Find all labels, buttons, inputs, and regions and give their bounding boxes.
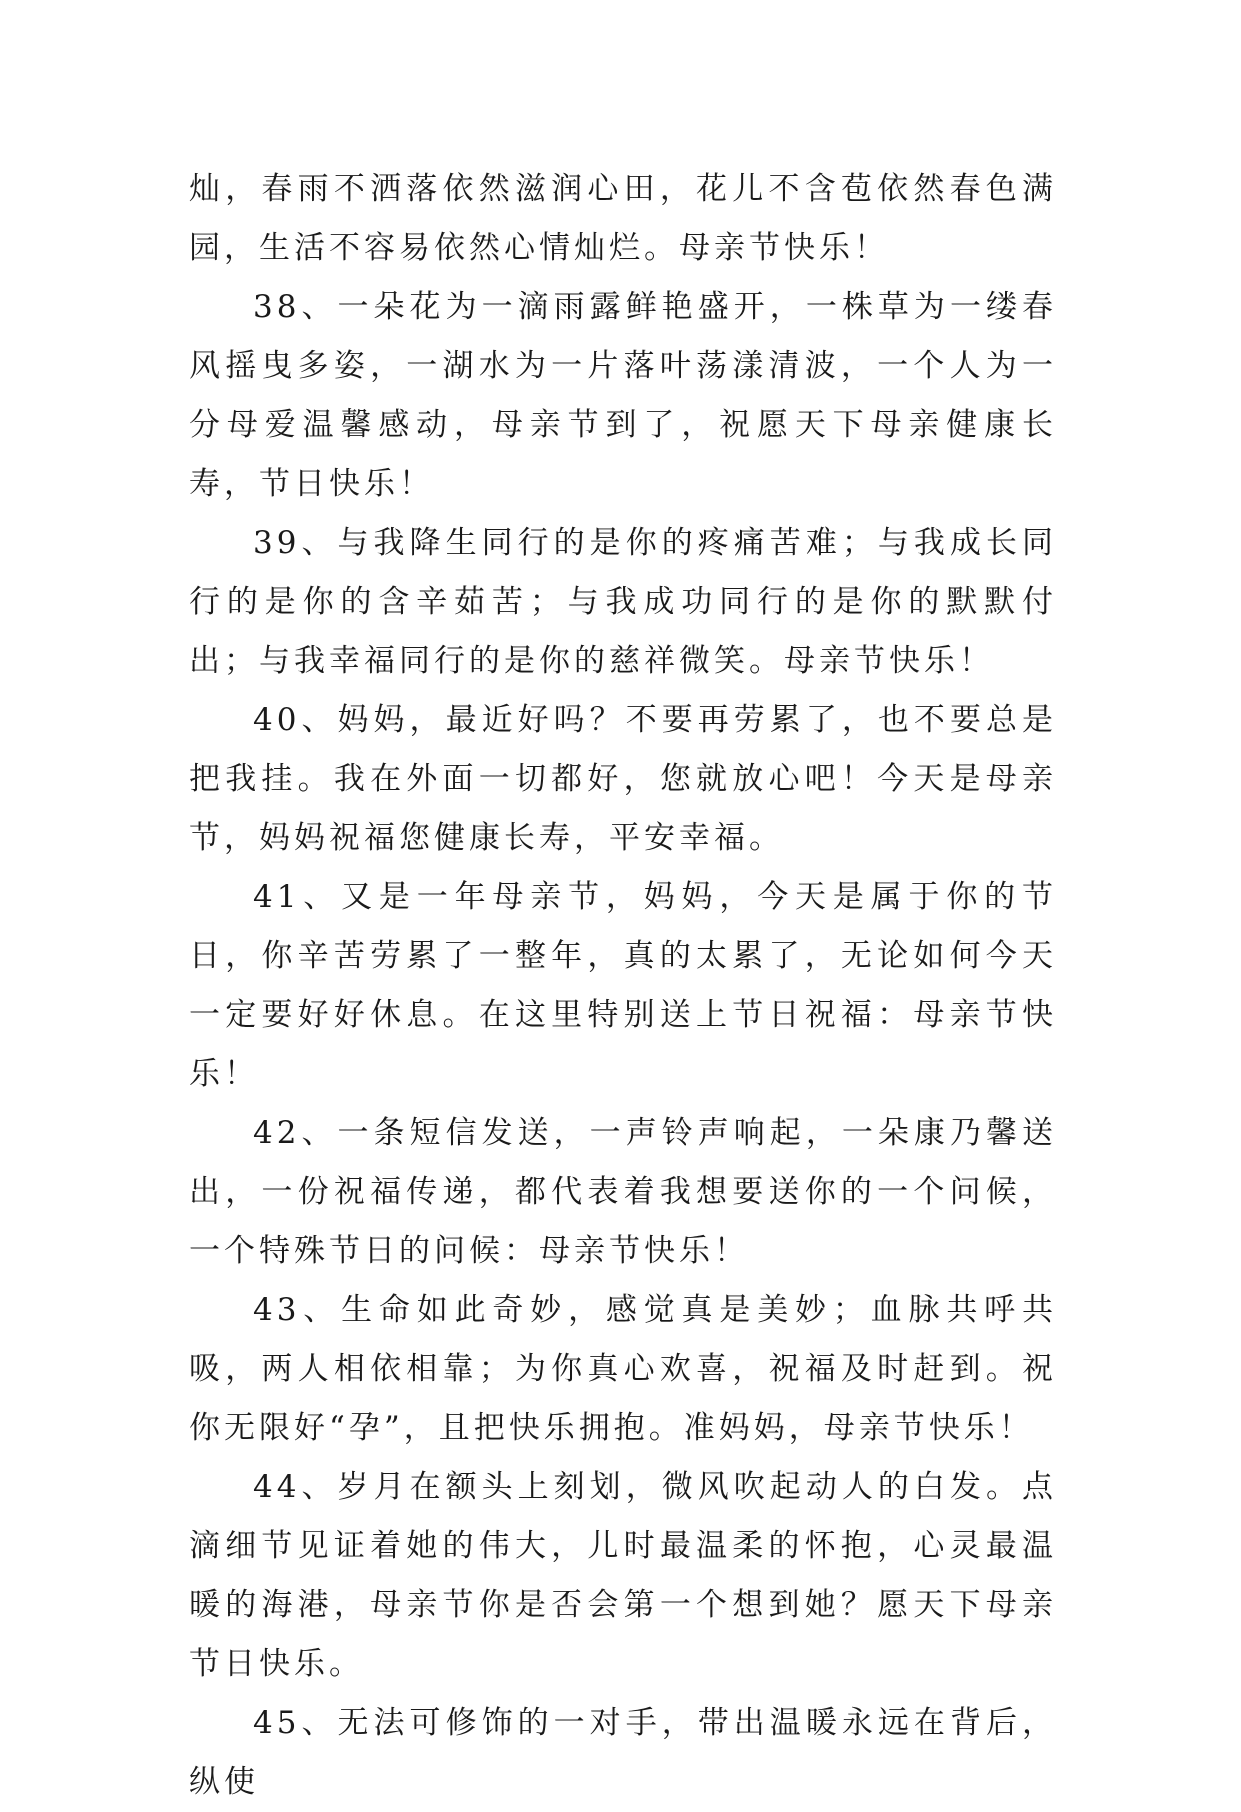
paragraph-44: 44、岁月在额头上刻划，微风吹起动人的白发。点滴细节见证着她的伟大，儿时最温柔的怀抱，心灵最温暖的海港，母亲节你是否会第一个想到她？愿天下母亲节日快乐。 [189,1469,1057,1682]
paragraph-39: 39、与我降生同行的是你的疼痛苦难；与我成长同行的是你的含辛茹苦；与我成功同行的是你的默默付出；与我幸福同行的是你的慈祥微笑。母亲节快乐！ [189,525,1057,679]
paragraph-continued: 灿，春雨不洒落依然滋润心田，花儿不含苞依然春色满园，生活不容易依然心情灿烂。母亲节快乐！ [189,171,1057,266]
paragraph-40: 40、妈妈，最近好吗？不要再劳累了，也不要总是把我挂。我在外面一切都好，您就放心吧！今天是母亲节，妈妈祝福您健康长寿，平安幸福。 [189,702,1057,856]
paragraph-38: 38、一朵花为一滴雨露鲜艳盛开，一株草为一缕春风摇曳多姿，一湖水为一片落叶荡漾清波，一个人为一分母爱温馨感动，母亲节到了，祝愿天下母亲健康长寿，节日快乐！ [189,289,1057,502]
paragraph-43: 43、生命如此奇妙，感觉真是美妙；血脉共呼共吸，两人相依相靠；为你真心欢喜，祝福及时赶到。祝你无限好“孕”，且把快乐拥抱。准妈妈，母亲节快乐！ [189,1292,1057,1446]
document-body [189,160,1057,1812]
paragraph-41: 41、又是一年母亲节，妈妈，今天是属于你的节日，你辛苦劳累了一整年，真的太累了，无论如何今天一定要好好休息。在这里特别送上节日祝福：母亲节快乐！ [189,879,1057,1092]
paragraph-45: 45、无法可修饰的一对手，带出温暖永远在背后，纵使 [189,1705,1057,1800]
paragraph-42: 42、一条短信发送，一声铃声响起，一朵康乃馨送出，一份祝福传递，都代表着我想要送你的一个问候，一个特殊节日的问候：母亲节快乐！ [189,1115,1057,1269]
